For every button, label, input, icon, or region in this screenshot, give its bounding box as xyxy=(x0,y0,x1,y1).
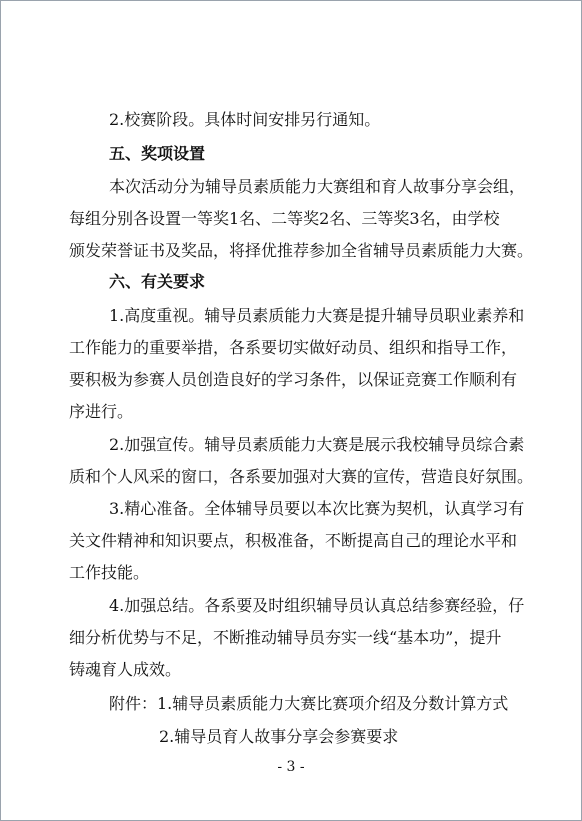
attachments-line-2: 2.辅导员育人故事分享会参赛要求 xyxy=(159,727,399,746)
section-heading-awards: 五、奖项设置 xyxy=(109,144,206,163)
paragraph-line: 4.加强总结。各系要及时组织辅导员认真总结参赛经验，仔 xyxy=(109,596,525,615)
paragraph-line: 关文件精神和知识要点，积极准备，不断提高自己的理论水平和 xyxy=(69,531,518,550)
paragraph-stage2: 2.校赛阶段。具体时间安排另行通知。 xyxy=(109,110,381,129)
paragraph-line: 工作能力的重要举措，各系要切实做好动员、组织和指导工作， xyxy=(69,338,518,357)
paragraph-line: 质和个人风采的窗口，各系要加强对大赛的宣传，营造良好氛围。 xyxy=(69,467,534,486)
paragraph-line: 序进行。 xyxy=(69,402,134,421)
paragraph-line: 工作技能。 xyxy=(69,563,150,582)
paragraph-line: 细分析优势与不足，不断推动辅导员夯实一线“基本功”，提升 xyxy=(69,628,502,647)
paragraph-line: 每组分别各设置一等奖1名、二等奖2名、三等奖3名，由学校 xyxy=(69,209,500,228)
section-heading-requirements: 六、有关要求 xyxy=(109,272,206,291)
paragraph-line: 铸魂育人成效。 xyxy=(69,660,182,679)
paragraph-line: 要积极为参赛人员创造良好的学习条件，以保证竞赛工作顺利有 xyxy=(69,370,518,389)
paragraph-line: 1.高度重视。辅导员素质能力大赛是提升辅导员职业素养和 xyxy=(109,306,525,325)
paragraph-line: 2.加强宣传。辅导员素质能力大赛是展示我校辅导员综合素 xyxy=(109,435,525,454)
page-number: - 3 - xyxy=(277,759,305,775)
paragraph-line: 3.精心准备。全体辅导员要以本次比赛为契机，认真学习有 xyxy=(109,499,525,518)
paragraph-line: 颁发荣誉证书及奖品，将择优推荐参加全省辅导员素质能力大赛。 xyxy=(69,241,534,260)
attachments-line-1: 附件：1.辅导员素质能力大赛比赛项介绍及分数计算方式 xyxy=(109,694,509,713)
paragraph-line: 本次活动分为辅导员素质能力大赛组和育人故事分享会组， xyxy=(109,177,526,196)
